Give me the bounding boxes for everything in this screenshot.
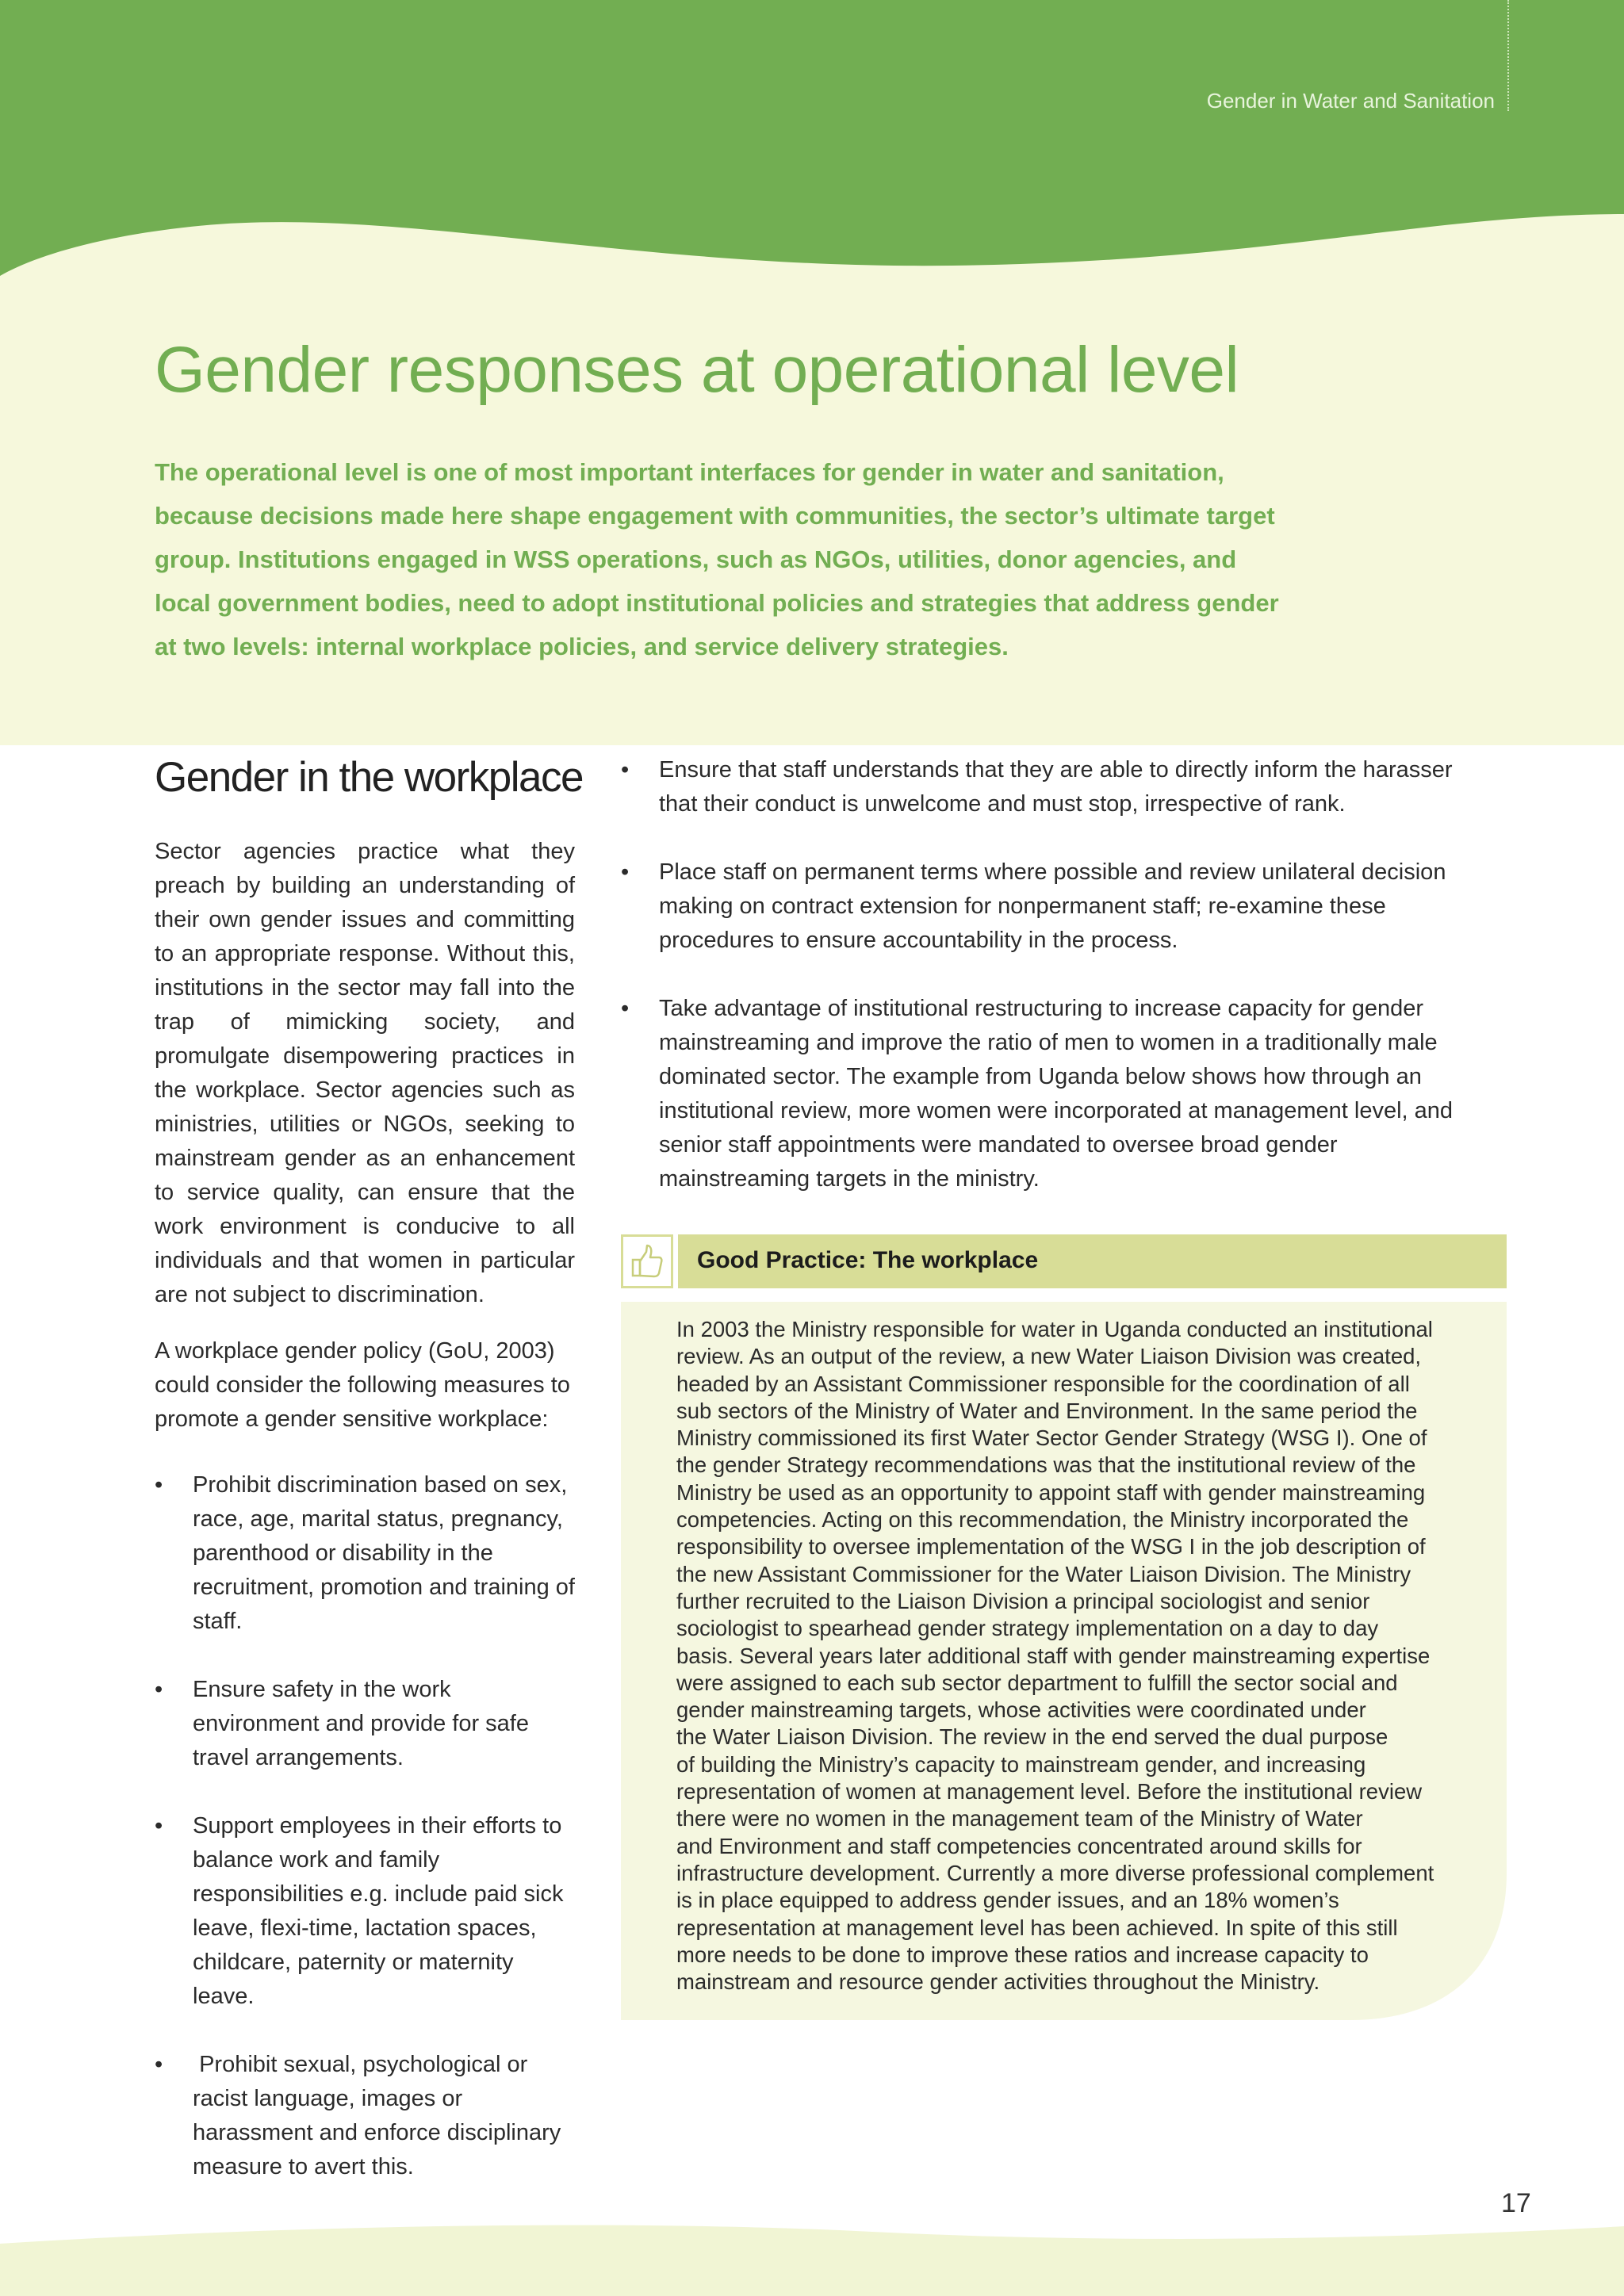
intro-paragraph: The operational level is one of most important interfaces for gender in water and sanitation, because decisions made here shape engagement with communities, the sector’s ultimate target group. Institutions engaged in WSS operations, such as NGOs, utilities, donor agencies, and local government bodies, need to adopt institutional policies and strategies that address gender at two levels: internal workplace policies, and service delivery strategies. [155,458,1279,660]
bullet-list [155,1468,575,2184]
text-line: the gender Strategy recommendations was that the institutional review of the [676,1452,1416,1478]
list-item-text: Ensure safety in the work environment and provide for safe travel arrangements. [193,1677,529,1770]
body-paragraph: A workplace gender policy (GoU, 2003) could consider the following measures to promote a gender sensitive workplace: [155,1338,570,1432]
text-line: basis. Several years later additional staff with gender mainstreaming expertise [676,1643,1431,1668]
list-item [621,753,1485,821]
list-item-text: Support employees in their efforts to balance work and family responsibilities e.g. include paid sick leave, flexi-time, lactation spaces, childcare, paternity or maternity leave. [193,1813,564,2009]
bullet-icon: • [155,1472,163,1498]
list-item [155,1809,575,2014]
bullet-icon: • [621,996,630,1021]
text-line: headed by an Assistant Commissioner responsible for the coordination of all [676,1371,1410,1396]
text-line: sociologist to spearhead gender strategy implementation on a day to day [676,1616,1379,1641]
footer-wave-background [0,2220,1624,2296]
list-item [155,2048,575,2184]
list-item-text: Place staff on permanent terms where possible and review unilateral decision making on contract extension for nonpermanent staff; re-examine these procedures to ensure accountability in the process. [659,859,1446,953]
text-line: were assigned to each sub sector department to fulfill the sector social and [676,1670,1398,1695]
list-item-text: Take advantage of institutional restructuring to increase capacity for gender mainstreaming and improve the ratio of men to women in a traditionally male dominated sector. The example from Uganda below shows how through an institutional review, more women were incorporated at management level, and senior staff appointments were mandated to oversee broad gender mainstreaming targets in the ministry. [659,996,1454,1192]
text-line: and Environment and staff competencies concentrated around skills for [676,1833,1362,1858]
list-item [621,855,1485,958]
right-column [621,753,1485,1230]
page-number: 17 [1501,2188,1531,2218]
text-line: the new Assistant Commissioner for the Water Liaison Division. The Ministry [676,1561,1411,1586]
text-line: Ministry commissioned its first Water Sector Gender Strategy (WSG I). One of [676,1425,1427,1451]
bullet-icon: • [621,859,630,885]
good-practice-header [678,1234,1507,1288]
text-line: Ministry be used as an opportunity to appoint staff with gender mainstreaming [676,1479,1426,1505]
list-item [155,1468,575,1639]
bullet-list [621,753,1485,1196]
header-dotted-rule [1507,0,1509,111]
text-line: gender mainstreaming targets, whose activities were coordinated under [676,1697,1366,1723]
text-line: infrastructure development. Currently a more diverse professional complement [676,1860,1434,1885]
bullet-icon: • [155,1677,163,1702]
good-practice-text [676,1316,1469,1996]
bullet-icon: • [155,1813,163,1839]
text-line: review. As an output of the review, a new Water Liaison Division was created, [676,1344,1422,1369]
text-line: the Water Liaison Division. The review in the end served the dual purpose [676,1724,1388,1750]
list-item-text: Prohibit sexual, psychological or racist language, images or harassment and enforce disciplinary measure to avert this. [193,2052,568,2179]
text-line: mainstream and resource gender activities throughout the Ministry. [676,1969,1320,1995]
text-line: In 2003 the Ministry responsible for water in Uganda conducted an institutional [676,1317,1433,1341]
body-paragraph: Sector agencies practice what they preach by building an understanding of their own gender issues and committing to an appropriate response. Without this, institutions in the sector may fall into the trap of mimicking society, and promulgate disempowering practices in the workplace. Sector agencies such as ministries, utilities or NGOs, seeking to mainstream gender as an enhancement to service quality, can ensure that the work environment is conducive to all individuals and that women in particular are not subject to discrimination. [155,839,575,1307]
list-item [621,992,1485,1196]
left-column [155,753,583,2218]
page-title: Gender responses at operational level [155,334,1239,406]
text-line: of building the Ministry’s capacity to mainstream gender, and increasing [676,1751,1366,1777]
list-item-text: Ensure that staff understands that they are able to directly inform the harasser that their conduct is unwelcome and must stop, irrespective of rank. [659,757,1453,817]
text-line: responsibility to oversee implementation of the WSG I in the job description of [676,1534,1426,1559]
text-line: representation at management level has been achieved. In spite of this still [676,1915,1398,1940]
good-practice-icon-box [621,1234,673,1288]
section-heading: Gender in the workplace [155,754,583,801]
text-line: more needs to be done to improve these ratios and increase capacity to [676,1942,1369,1967]
text-line: representation of women at management level. Before the institutional review [676,1779,1423,1804]
text-line: further recruited to the Liaison Division a principal sociologist and senior [676,1588,1370,1613]
list-item-text: Prohibit discrimination based on sex, race, age, marital status, pregnancy, parenthood or disability in the recruitment, promotion and training of staff. [193,1472,575,1634]
good-practice-title: Good Practice: The workplace [697,1247,1039,1273]
list-item [155,1673,575,1775]
bullet-icon: • [155,2052,163,2077]
thumbs-up-icon [630,1242,665,1280]
text-line: competencies. Acting on this recommendation, the Ministry incorporated the [676,1507,1409,1533]
running-head: Gender in Water and Sanitation [1206,89,1495,113]
bullet-icon: • [621,757,630,783]
text-line: is in place equipped to address gender issues, and an 18% women’s [676,1888,1339,1913]
text-line: sub sectors of the Ministry of Water and Environment. In the same period the [676,1398,1418,1423]
text-line: there were no women in the management team of the Ministry of Water [676,1806,1363,1831]
